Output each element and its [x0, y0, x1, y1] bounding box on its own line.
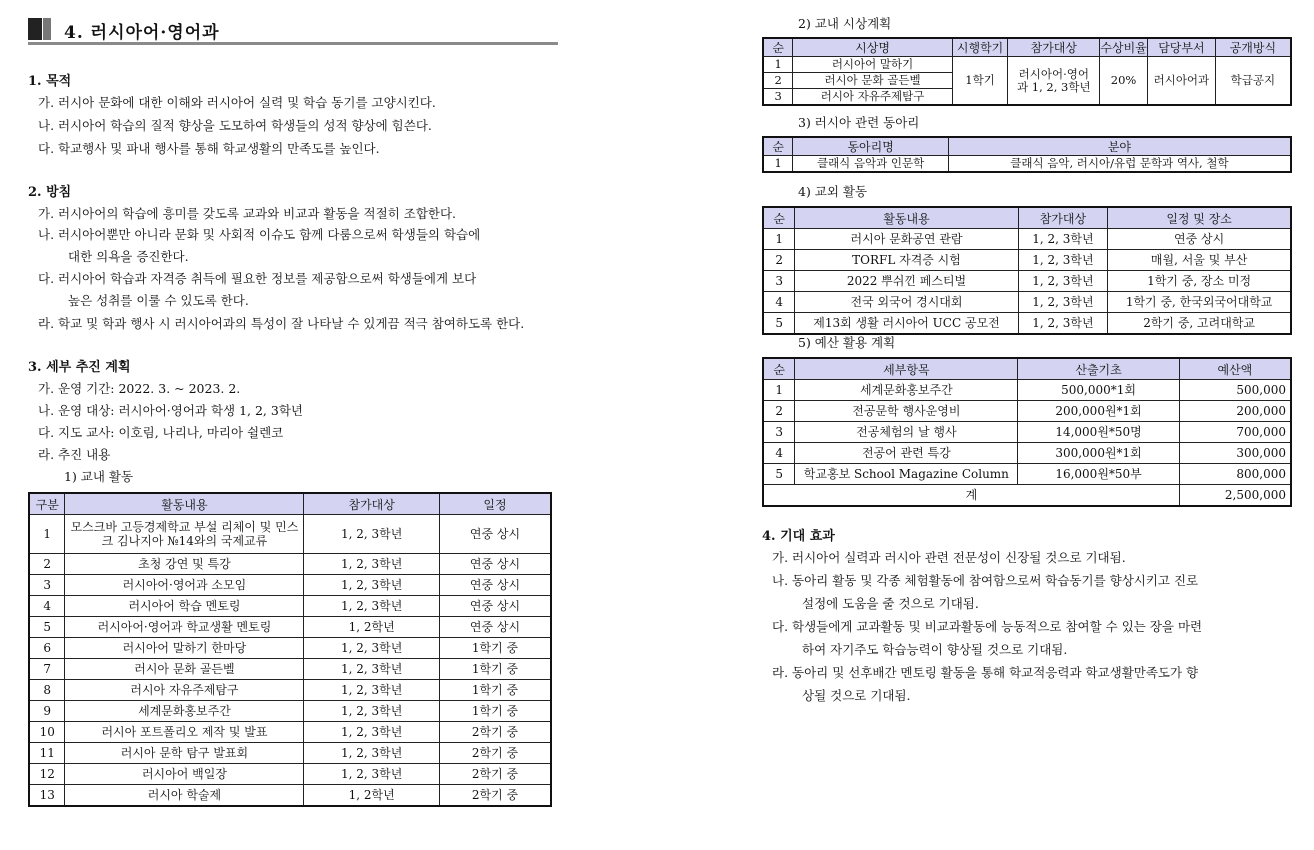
- table-cell: 16,000원*50부: [1018, 464, 1179, 485]
- policy-line: 높은 성취를 이룰 수 있도록 한다.: [68, 293, 249, 308]
- table-header: 세부항목: [795, 358, 1018, 380]
- table-header: 분야: [948, 137, 1291, 156]
- policy-heading: 2. 방침: [28, 185, 72, 200]
- table-cell: 700,000: [1179, 422, 1291, 443]
- table-header: 참가대상: [1008, 38, 1100, 57]
- table-cell: 연중 상시: [439, 554, 551, 575]
- table-cell: 1, 2, 3학년: [304, 575, 439, 596]
- table-cell: 러시아어 말하기: [793, 57, 952, 73]
- expect-line: 상될 것으로 기대됨.: [802, 688, 911, 703]
- table-cell: 전국 외국어 경시대회: [795, 292, 1018, 313]
- plan-line: 라. 추진 내용: [38, 447, 111, 462]
- table-cell: 1, 2, 3학년: [1018, 229, 1108, 250]
- table-header: 공개방식: [1215, 38, 1291, 57]
- table-cell: 세계문화홍보주간: [65, 701, 304, 722]
- table-header: 시행학기: [952, 38, 1008, 57]
- table-cell: 러시아어 학습 멘토링: [65, 596, 304, 617]
- table-row: [29, 659, 551, 680]
- table-row: [29, 764, 551, 785]
- page-title: 4. 러시아어·영어과: [64, 23, 220, 43]
- table-cell: 9: [29, 701, 65, 722]
- table-row: [763, 380, 1291, 401]
- table-cell: 세계문화홍보주간: [795, 380, 1018, 401]
- table-cell: 러시아 문화 골든벨: [793, 73, 952, 89]
- table-cell: 러시아 문화공연 관람: [795, 229, 1018, 250]
- table-cell: 300,000: [1179, 443, 1291, 464]
- purpose-heading: 1. 목적: [28, 74, 72, 89]
- table-row: [763, 464, 1291, 485]
- budget-table: [762, 357, 1292, 507]
- table-cell: 연중 상시: [439, 575, 551, 596]
- clubs-table: [762, 136, 1292, 173]
- table-row: [29, 638, 551, 659]
- table-cell: 6: [29, 638, 65, 659]
- expect-heading: 4. 기대 효과: [762, 529, 835, 544]
- table-cell: 5: [29, 617, 65, 638]
- purpose-item: 가. 러시아 문화에 대한 이해와 러시아어 실력 및 학습 동기를 고양시킨다.: [38, 95, 436, 110]
- table-cell: 1, 2, 3학년: [1018, 292, 1108, 313]
- table-row: [29, 680, 551, 701]
- table-cell: 1, 2, 3학년: [304, 515, 439, 554]
- expect-line: 라. 동아리 및 선후배간 멘토링 활동을 통해 학교적응력과 학교생활만족도가 향: [772, 665, 1199, 680]
- table-cell: 매월, 서울 및 부산: [1108, 250, 1291, 271]
- table-header: 순: [763, 38, 793, 57]
- table-row: [29, 554, 551, 575]
- clubs-subheading: 3) 러시아 관련 동아리: [798, 115, 920, 130]
- policy-line: 다. 러시아어 학습과 자격증 취득에 필요한 정보를 제공함으로써 학생들에게 보다: [38, 271, 477, 286]
- table-cell: 200,000원*1회: [1018, 401, 1179, 422]
- table-row: [763, 313, 1291, 335]
- table-cell: 4: [29, 596, 65, 617]
- table-cell: 러시아 자유주제탐구: [65, 680, 304, 701]
- table-row: [29, 701, 551, 722]
- table-cell: 학급공지: [1215, 57, 1291, 106]
- table-cell: 2022 뿌쉬낀 페스티벌: [795, 271, 1018, 292]
- table-cell: 1: [29, 515, 65, 554]
- table-cell: 10: [29, 722, 65, 743]
- plan-subheading: 1) 교내 활동: [64, 469, 134, 484]
- expect-line: 나. 동아리 활동 및 각종 체험활동에 참여함으로써 학습동기를 향상시키고 진로: [772, 573, 1199, 588]
- table-cell: 1학기 중: [439, 638, 551, 659]
- purpose-item: 나. 러시아어 학습의 질적 향상을 도모하여 학생들의 성적 향상에 힘쓴다.: [38, 118, 432, 133]
- plan-line: 가. 운영 기간: 2022. 3. ~ 2023. 2.: [38, 381, 241, 396]
- table-cell: 1: [763, 380, 795, 401]
- table-cell: 러시아어 백일장: [65, 764, 304, 785]
- table-cell: TORFL 자격증 시험: [795, 250, 1018, 271]
- header-block-dark: [28, 18, 42, 40]
- table-cell: 2학기 중: [439, 722, 551, 743]
- table-cell: 12: [29, 764, 65, 785]
- table-cell: 5: [763, 313, 795, 335]
- budget-subheading: 5) 예산 활용 계획: [798, 335, 896, 350]
- table-cell: 1, 2, 3학년: [304, 722, 439, 743]
- total-label: 계: [763, 485, 1179, 507]
- table-cell: 5: [763, 464, 795, 485]
- table-cell: 1, 2, 3학년: [1018, 271, 1108, 292]
- table-row: [763, 422, 1291, 443]
- table-cell: 전공어 관련 특강: [795, 443, 1018, 464]
- table-header: 예산액: [1179, 358, 1291, 380]
- table-cell: 전공체험의 날 행사: [795, 422, 1018, 443]
- table-cell: 14,000원*50명: [1018, 422, 1179, 443]
- table-cell: 2: [763, 250, 795, 271]
- table-cell: 1, 2, 3학년: [1018, 313, 1108, 335]
- table-cell: 2: [763, 73, 793, 89]
- table-cell: 초청 강연 및 특강: [65, 554, 304, 575]
- table-row: [29, 743, 551, 764]
- table-cell: 3: [763, 422, 795, 443]
- table-row: [29, 515, 551, 554]
- external-activities-table: [762, 206, 1292, 335]
- plan-heading: 3. 세부 추진 계획: [28, 360, 131, 375]
- table-cell: 800,000: [1179, 464, 1291, 485]
- policy-line: 가. 러시아어의 학습에 흥미를 갖도록 교과와 비교과 활동을 적절히 조합한다.: [38, 206, 457, 221]
- table-cell: 연중 상시: [1108, 229, 1291, 250]
- table-cell: 러시아 자유주제탐구: [793, 89, 952, 106]
- table-row: [763, 250, 1291, 271]
- table-cell: 연중 상시: [439, 596, 551, 617]
- awards-subheading: 2) 교내 시상계획: [798, 16, 892, 31]
- header-block-gray: [43, 18, 51, 40]
- table-cell: 200,000: [1179, 401, 1291, 422]
- table-row: [763, 292, 1291, 313]
- table-cell: 2학기 중, 고려대학교: [1108, 313, 1291, 335]
- table-cell: 1학기: [952, 57, 1008, 106]
- table-header: 순: [763, 358, 795, 380]
- table-row: [29, 785, 551, 807]
- table-cell: 1, 2, 3학년: [304, 680, 439, 701]
- table-header: 산출기초: [1018, 358, 1179, 380]
- table-cell: 1학기 중: [439, 659, 551, 680]
- table-header: 참가대상: [304, 493, 439, 515]
- table-cell: 러시아 학술제: [65, 785, 304, 807]
- expect-line: 다. 학생들에게 교과활동 및 비교과활동에 능동적으로 참여할 수 있는 장을 마련: [772, 619, 1203, 634]
- table-cell: 3: [763, 89, 793, 106]
- table-cell: 11: [29, 743, 65, 764]
- table-cell: 러시아 문학 탐구 발표회: [65, 743, 304, 764]
- table-cell: 1: [763, 57, 793, 73]
- table-cell: 1, 2, 3학년: [304, 554, 439, 575]
- table-cell: 1, 2, 3학년: [304, 743, 439, 764]
- table-header: 일정: [439, 493, 551, 515]
- expect-line: 하여 자기주도 학습능력이 향상될 것으로 기대됨.: [802, 642, 1068, 657]
- table-header: 구분: [29, 493, 65, 515]
- awards-table: [762, 37, 1292, 106]
- section-header: [28, 18, 558, 45]
- table-cell: 러시아 포트폴리오 제작 및 발표: [65, 722, 304, 743]
- table-cell: 클래식 음악과 인문학: [793, 156, 948, 173]
- table-header: 활동내용: [795, 207, 1018, 229]
- table-cell: 3: [763, 271, 795, 292]
- table-cell: 1, 2, 3학년: [304, 659, 439, 680]
- table-header: 순: [763, 207, 795, 229]
- table-header: 순: [763, 137, 793, 156]
- table-cell: 러시아어·영어과 학교생활 멘토링: [65, 617, 304, 638]
- table-header: 활동내용: [65, 493, 304, 515]
- table-cell: 3: [29, 575, 65, 596]
- table-row: [763, 443, 1291, 464]
- table-cell: 300,000원*1회: [1018, 443, 1179, 464]
- table-cell: 연중 상시: [439, 617, 551, 638]
- table-cell: 1학기 중: [439, 701, 551, 722]
- table-cell: 러시아어·영어과 1, 2, 3학년: [1008, 57, 1100, 106]
- table-cell: 4: [763, 292, 795, 313]
- table-row: [29, 617, 551, 638]
- table-cell: 2학기 중: [439, 764, 551, 785]
- table-row: [29, 575, 551, 596]
- table-cell: 1: [763, 156, 793, 173]
- table-row: [763, 229, 1291, 250]
- table-cell: 1: [763, 229, 795, 250]
- table-cell: 7: [29, 659, 65, 680]
- table-cell: 1, 2, 3학년: [304, 638, 439, 659]
- expect-line: 가. 러시아어 실력과 러시아 관련 전문성이 신장될 것으로 기대됨.: [772, 550, 1126, 565]
- table-header: 동아리명: [793, 137, 948, 156]
- total-row: [763, 485, 1291, 507]
- table-cell: 러시아어과: [1148, 57, 1216, 106]
- table-cell: 1학기 중, 한국외국어대학교: [1108, 292, 1291, 313]
- expect-line: 설정에 도움을 줄 것으로 기대됨.: [802, 596, 979, 611]
- table-cell: 학교홍보 School Magazine Column: [795, 464, 1018, 485]
- table-cell: 500,000*1회: [1018, 380, 1179, 401]
- table-cell: 2학기 중: [439, 743, 551, 764]
- table-cell: 전공문학 행사운영비: [795, 401, 1018, 422]
- table-cell: 모스크바 고등경제학교 부설 리체이 및 민스크 김나지아 №14와의 국제교류: [65, 515, 304, 554]
- table-cell: 500,000: [1179, 380, 1291, 401]
- table-cell: 1, 2, 3학년: [304, 764, 439, 785]
- table-header: 시상명: [793, 38, 952, 57]
- table-cell: 8: [29, 680, 65, 701]
- table-cell: 4: [763, 443, 795, 464]
- internal-activities-table: [28, 492, 552, 807]
- table-cell: 2학기 중: [439, 785, 551, 807]
- table-cell: 2: [29, 554, 65, 575]
- table-cell: 1학기 중, 장소 미정: [1108, 271, 1291, 292]
- table-row: [29, 722, 551, 743]
- total-value: 2,500,000: [1179, 485, 1291, 507]
- policy-line: 대한 의욕을 증진한다.: [68, 249, 189, 264]
- policy-line: 라. 학교 및 학과 행사 시 러시아어과의 특성이 잘 나타날 수 있게끔 적극 참여하도록 한다.: [38, 316, 525, 331]
- external-subheading: 4) 교외 활동: [798, 184, 868, 199]
- table-row: [29, 596, 551, 617]
- plan-line: 다. 지도 교사: 이호림, 나리나, 마리아 쉴렌코: [38, 425, 284, 440]
- table-cell: 러시아어 말하기 한마당: [65, 638, 304, 659]
- table-cell: 1, 2, 3학년: [304, 701, 439, 722]
- table-cell: 20%: [1100, 57, 1148, 106]
- table-cell: 13: [29, 785, 65, 807]
- table-row: [763, 271, 1291, 292]
- table-header: 담당부서: [1148, 38, 1216, 57]
- table-cell: 1학기 중: [439, 680, 551, 701]
- table-cell: 1, 2학년: [304, 617, 439, 638]
- table-header: 수상비율: [1100, 38, 1148, 57]
- table-cell: 제13회 생활 러시아어 UCC 공모전: [795, 313, 1018, 335]
- table-header: 참가대상: [1018, 207, 1108, 229]
- table-cell: 클래식 음악, 러시아/유럽 문학과 역사, 철학: [948, 156, 1291, 173]
- table-row: [763, 401, 1291, 422]
- policy-line: 나. 러시아어뿐만 아니라 문화 및 사회적 이슈도 함께 다룸으로써 학생들의 학습에: [38, 227, 481, 242]
- table-cell: 1, 2학년: [304, 785, 439, 807]
- table-cell: 1, 2, 3학년: [1018, 250, 1108, 271]
- table-cell: 1, 2, 3학년: [304, 596, 439, 617]
- table-cell: 연중 상시: [439, 515, 551, 554]
- table-cell: 2: [763, 401, 795, 422]
- plan-line: 나. 운영 대상: 러시아어·영어과 학생 1, 2, 3학년: [38, 403, 303, 418]
- table-header: 일정 및 장소: [1108, 207, 1291, 229]
- purpose-item: 다. 학교행사 및 파내 행사를 통해 학교생활의 만족도를 높인다.: [38, 141, 380, 156]
- table-cell: 러시아어·영어과 소모임: [65, 575, 304, 596]
- table-cell: 러시아 문화 골든벨: [65, 659, 304, 680]
